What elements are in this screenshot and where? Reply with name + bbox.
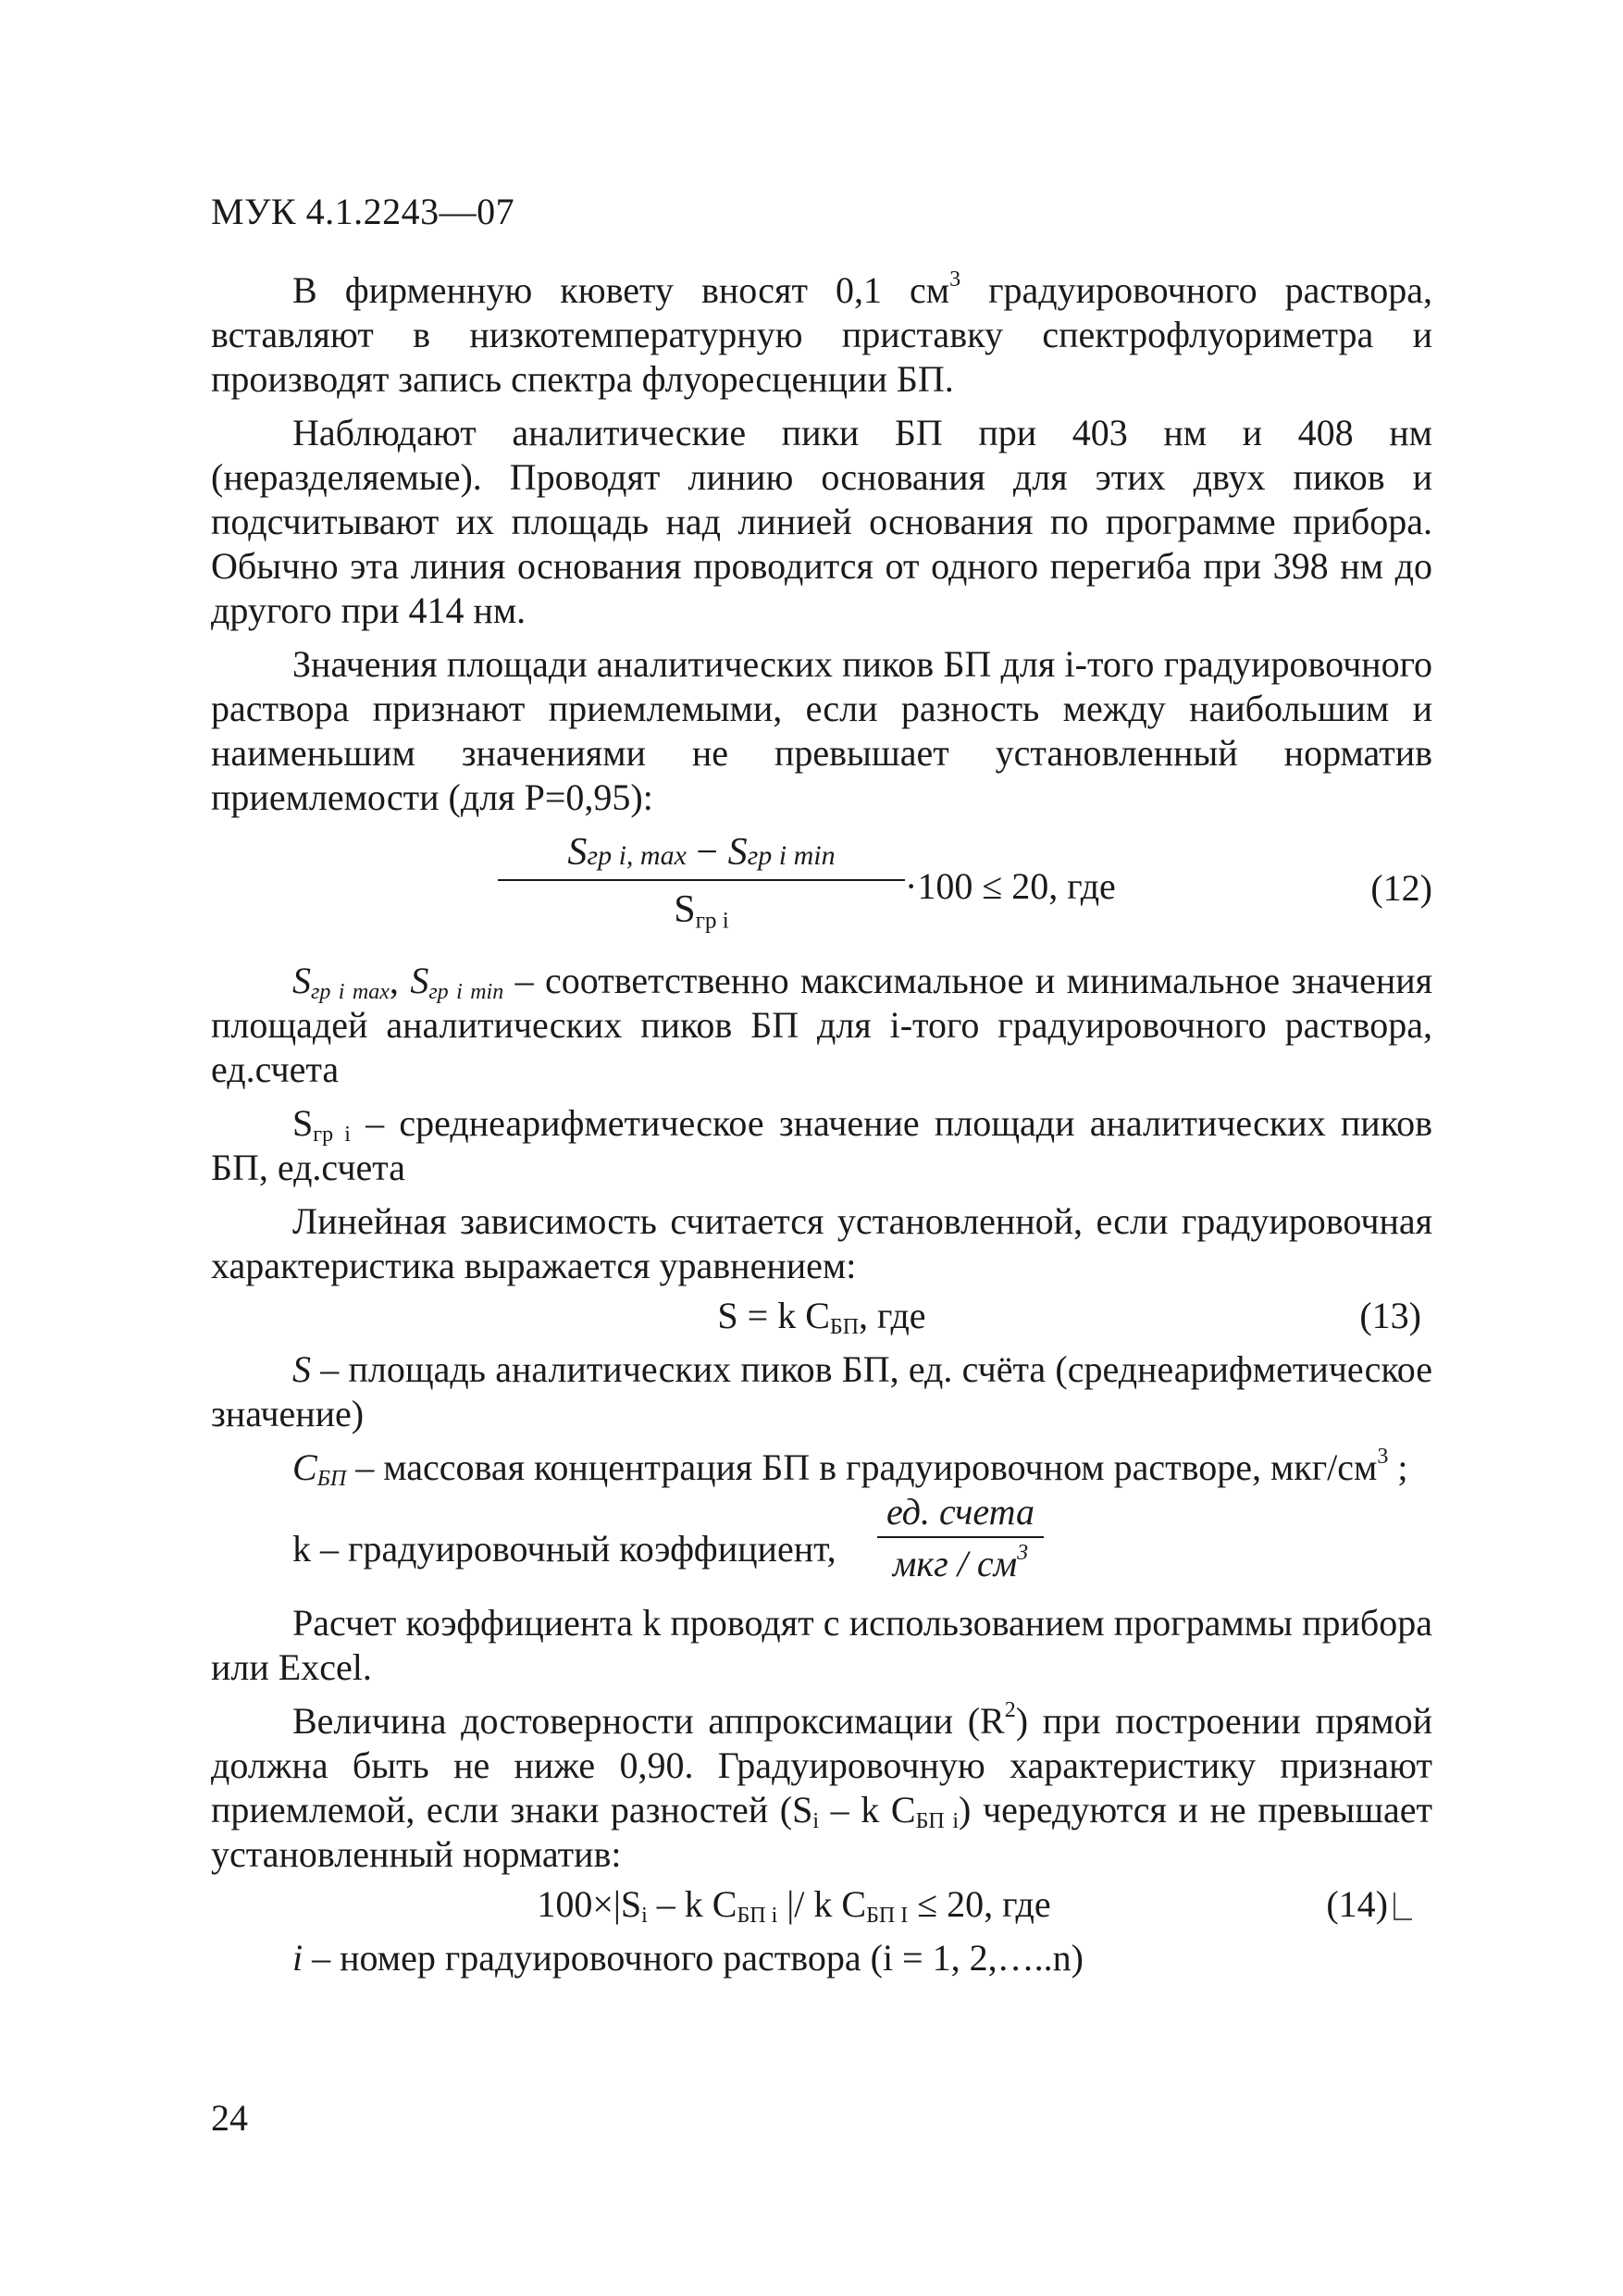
paragraph-concentration-definition: $С_{БП}$ – массовая концентрация БП в градуировочном растворе, мкг/$см^3$ ;	[292, 1445, 1408, 1491]
formula-12-tail: ·100 ≤ 20, где	[905, 865, 1116, 907]
paragraph-area-definition: S – площадь аналитических пиков БП, ед. счёта (среднеарифметическое значение)	[211, 1348, 1432, 1434]
coefficient-units-fraction: ед. счета мкг / $см^3$	[877, 1490, 1044, 1586]
paragraph-linearity: Линейная зависимость считается установленной, если градуировочная характеристика выражается уравнением:	[211, 1200, 1432, 1286]
paragraph-calculation: Расчет коэффициента k проводят с использованием программы прибора или Excel.	[211, 1602, 1432, 1688]
formula-12-denominator: $S_{гр i}$	[674, 888, 729, 934]
document-body	[211, 268, 1432, 1980]
formula-12	[211, 829, 1432, 959]
paragraph-peaks: Наблюдают аналитические пики БП при 403 нм и 408 нм (неразделяемые). Проводят линию основания для этих двух пиков и подсчитывают их площадь над линией основания по программе прибора. Обычно эта линия основания проводится от одного перегиба при 398 нм до другого при 414 нм.	[211, 412, 1432, 631]
document-header: МУК 4.1.2243—07	[211, 191, 515, 232]
formula-13-number: (13)	[1359, 1295, 1421, 1336]
fraction-bar	[877, 1536, 1044, 1538]
paragraph-approximation: Величина достоверности аппроксимации $(R^2)$ при построении прямой должна быть не ниже 0,90. Градуировочную характеристику признают приемлемой, если знаки разностей ($S_i$ – k $C_{БП i}$) чередуются и не превышает установленный норматив:	[211, 1698, 1433, 1875]
formula-14-number: (14)	[1326, 1882, 1412, 1927]
formula-14: $100\times|S_i - k$ $C_{БП i}$ |/ k $C_{БП I} \le 20$, где (14)	[211, 1882, 1432, 1927]
coefficient-definition: k – градуировочный коэффициент, ед. счета мкг / $см^3$	[211, 1490, 1432, 1601]
paragraph-index-definition: i – номер градуировочного раствора (i = 1, 2,…..n)	[292, 1937, 1084, 1979]
fraction-bar	[498, 879, 905, 881]
formula-12-numerator: Sгр i, max − Sгр i min	[567, 831, 836, 874]
paragraph-mean-definition: $S_{гр i}$ – среднеарифметическое значение площади аналитических пиков БП, ед.счета	[211, 1102, 1432, 1188]
formula-13: S = k $C_{БП}$, где (13)	[717, 1295, 1421, 1339]
bracket-mark	[1394, 1893, 1412, 1920]
formula-12-fraction	[498, 829, 905, 933]
paragraph-s-definitions: $S_{гр i max}$, $S_{гр i min}$ – соответственно максимальное и минимальное значения площадей аналитических пиков БП для i-того градуировочного раствора, ед.счета	[211, 960, 1433, 1090]
page-number: 24	[211, 2097, 248, 2139]
formula-12-number: (12)	[1370, 867, 1432, 909]
paragraph-acceptance: Значения площади аналитических пиков БП для i-того градуировочного раствора признают приемлемыми, если разность между наибольшим и наименьшим значениями не превышает установленный норматив приемлемости (для Р=0,95):	[211, 643, 1432, 818]
paragraph-cuvette: В фирменную кювету вносят 0,1 $см^3$ градуировочного раствора, вставляют в низкотемпературную приставку спектрофлуориметра и производят запись спектра флуоресценции БП.	[211, 267, 1432, 400]
